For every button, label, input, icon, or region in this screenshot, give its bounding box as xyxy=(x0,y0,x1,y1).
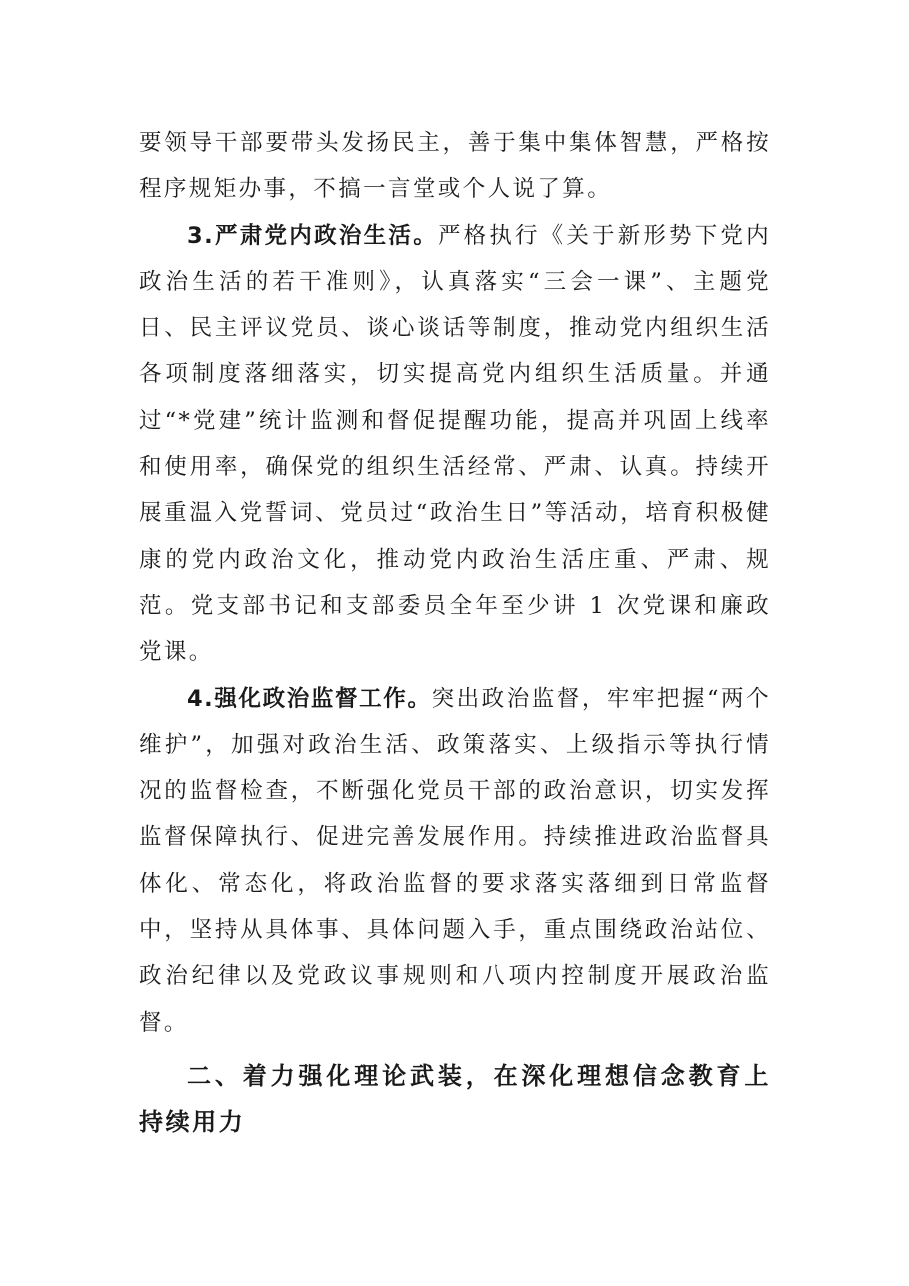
section-heading: 二、着力强化理论武装，在深化理想信念教育上持续用力 xyxy=(139,1061,771,1137)
paragraph-continuation xyxy=(139,120,771,213)
document-page xyxy=(139,120,771,1146)
paragraph-lead-heading: 4.强化政治监督工作。 xyxy=(187,685,432,712)
paragraph-text: 严格执行《关于新形势下党内政治生活的若干准则》，认真落实“三会一课”、主题党日、民主评议党员、谈心谈话等制度，推动党内组织生活各项制度落细落实，切实提高党内组织生活质量。并通过“*党建”统计监测和督促提醒功能，提高并巩固上线率和使用率，确保党的组织生活经常、严肃、认真。持续开展重温入党誓词、党员过“政治生日”等活动，培育积极健康的党内政治文化，推动党内政治生活庄重、严肃、规范。党支部书记和支部委员全年至少讲 1 次党课和廉政党课。 xyxy=(139,222,771,666)
paragraph-text: 要领导干部要带头发扬民主，善于集中集体智慧，严格按程序规矩办事，不搞一言堂或个人说了算。 xyxy=(139,130,771,203)
paragraph-party-life xyxy=(139,213,771,676)
paragraph-political-supervision xyxy=(139,676,771,1046)
paragraph-lead-heading: 3.严肃党内政治生活。 xyxy=(187,222,438,249)
paragraph-text: 突出政治监督，牢牢把握“两个维护”，加强对政治生活、政策落实、上级指示等执行情况的监督检查，不断强化党员干部的政治意识，切实发挥监督保障执行、促进完善发展作用。持续推进政治监督具体化、常态化，将政治监督的要求落实落细到日常监督中，坚持从具体事、具体问题入手，重点围绕政治站位、政治纪律以及党政议事规则和八项内控制度开展政治监督。 xyxy=(139,685,771,1036)
